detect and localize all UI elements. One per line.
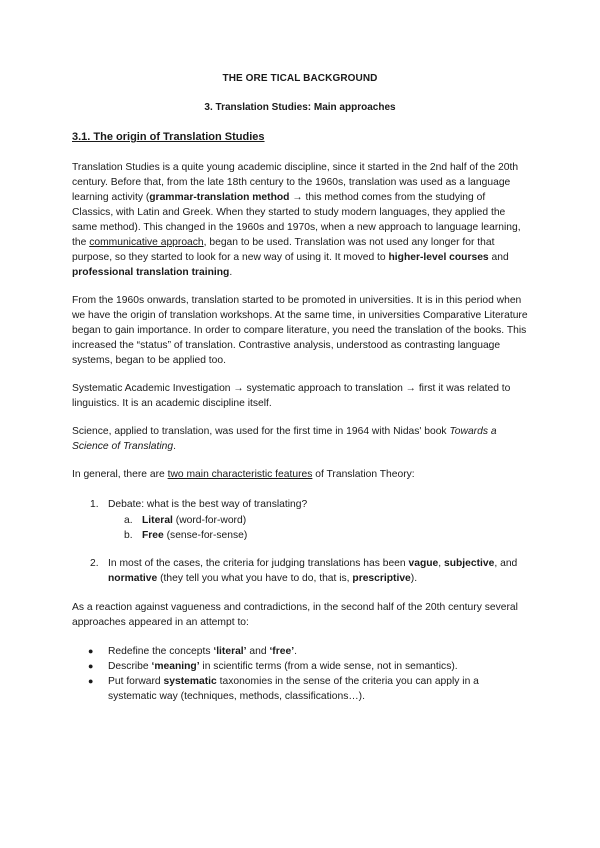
bullet-icon: ●	[88, 661, 94, 671]
chapter-subheading: 3. Translation Studies: Main approaches	[204, 102, 396, 113]
list-number: 1.	[90, 499, 99, 510]
paragraph-science: Science, applied to translation, was used for the first time in 1964 with Nidas' book Towards a Science of Translating.	[72, 426, 497, 452]
paragraph-systematic: Systematic Academic Investigation → systematic approach to translation → first it was related to linguistics. It is an academic discipline itself.	[72, 383, 511, 409]
bullet-icon: ●	[88, 676, 94, 686]
list-text: In most of the cases, the criteria for judging translations has been vague, subjective, and normative (they tell you what you have to do, that is, prescriptive).	[108, 558, 518, 584]
paragraph-features-intro: In general, there are two main characteristic features of Translation Theory:	[72, 469, 415, 480]
paragraph-origin: Translation Studies is a quite young academic discipline, since it started in the 2nd half of the 20th century. Before that, from the late 18th century to the 1960s, translation was used as a language learning activity (grammar-translation method → this method comes from the studying of Classics, with Latin and Greek. When they started to study modern languages, they applied the same method). This changed in the 1960s and 1970s, when a new approach to language learning, the communicative approach, began to be used. Translation was not used any longer for that purpose, so they started to look for a new way of using it. It moved to higher-level courses and professional translation training.	[72, 162, 521, 278]
list-number: 2.	[90, 558, 99, 569]
list-text: Debate: what is the best way of translating?	[108, 499, 308, 510]
document-heading: THE ORE TICAL BACKGROUND	[222, 73, 378, 84]
bullet-icon: ●	[88, 646, 94, 656]
paragraph-reaction: As a reaction against vagueness and contradictions, in the second half of the 20th century several approaches appeared in an attempt to:	[72, 602, 518, 628]
paragraph-universities: From the 1960s onwards, translation started to be promoted in universities. It is in this period when we have the origin of translation workshops. At the same time, in universities Comparative Literature began to gain importance. In order to compare literature, you need the translation of the books. This increased the “status” of translation. Contrastive analysis, understood as contrasting language systems, began to be applied too.	[72, 295, 528, 366]
section-title: 3.1. The origin of Translation Studies	[72, 131, 265, 143]
